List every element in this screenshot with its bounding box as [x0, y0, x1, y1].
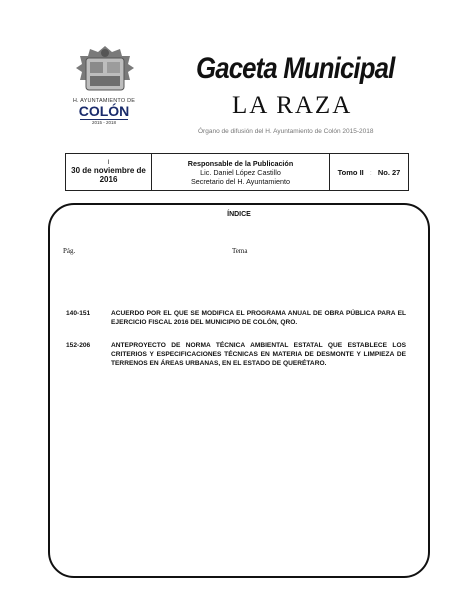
tomo-label: Tomo II: [337, 167, 364, 177]
logo-line-2: COLÓN: [78, 103, 130, 119]
responsible-cell: [152, 154, 330, 190]
responsible-name: Lic. Daniel López Castillo: [200, 167, 281, 177]
volume-cell: [330, 154, 408, 190]
separator: :: [369, 167, 372, 177]
entry-text: ANTEPROYECTO DE NORMA TÉCNICA AMBIENTAL ESTATAL QUE ESTABLECE LOS CRITERIOS Y ESPECIFICACIONES TÉCNICAS EN MATERIA DE DESMONTE Y LIMPIEZA DE TERRENOS EN ÁREAS URBANAS, EN EL ESTADO DE QUERÉTARO.: [111, 342, 406, 367]
publication-info-table: [65, 153, 409, 191]
responsible-role: Secretario del H. Ayuntamiento: [191, 176, 290, 186]
gazette-tagline: Órgano de difusión del H. Ayuntamiento de Colón 2015-2018: [198, 128, 374, 135]
column-header-topic: Tema: [232, 247, 248, 255]
responsible-title: Responsable de la Publicación: [187, 158, 294, 168]
index-box: [48, 203, 430, 578]
gazette-title: Gaceta Municipal: [196, 52, 395, 85]
gazette-subtitle: LA RAZA: [232, 92, 353, 119]
logo-line-3: 2015 - 2018: [80, 119, 128, 125]
entry-pages: 140-151: [66, 310, 91, 317]
index-entry: [66, 341, 406, 368]
index-title: ÍNDICE: [227, 211, 251, 218]
publication-date: 30 de noviembre de 2016: [71, 166, 146, 184]
logo-line-1: H. AYUNTAMIENTO DE: [72, 98, 136, 104]
entry-text: ACUERDO POR EL QUE SE MODIFICA EL PROGRAMA ANUAL DE OBRA PÚBLICA PARA EL EJERCICIO FISCAL 2016 DEL MUNICIPIO DE COLÓN, QRO.: [111, 310, 406, 326]
column-header-page: Pág.: [63, 247, 76, 255]
date-cell: [66, 154, 152, 190]
date-mark: I: [107, 160, 110, 166]
issue-number: No. 27: [377, 167, 401, 177]
entry-pages: 152-206: [66, 342, 91, 349]
index-entry: [66, 309, 406, 327]
logo-caption: [58, 98, 150, 125]
